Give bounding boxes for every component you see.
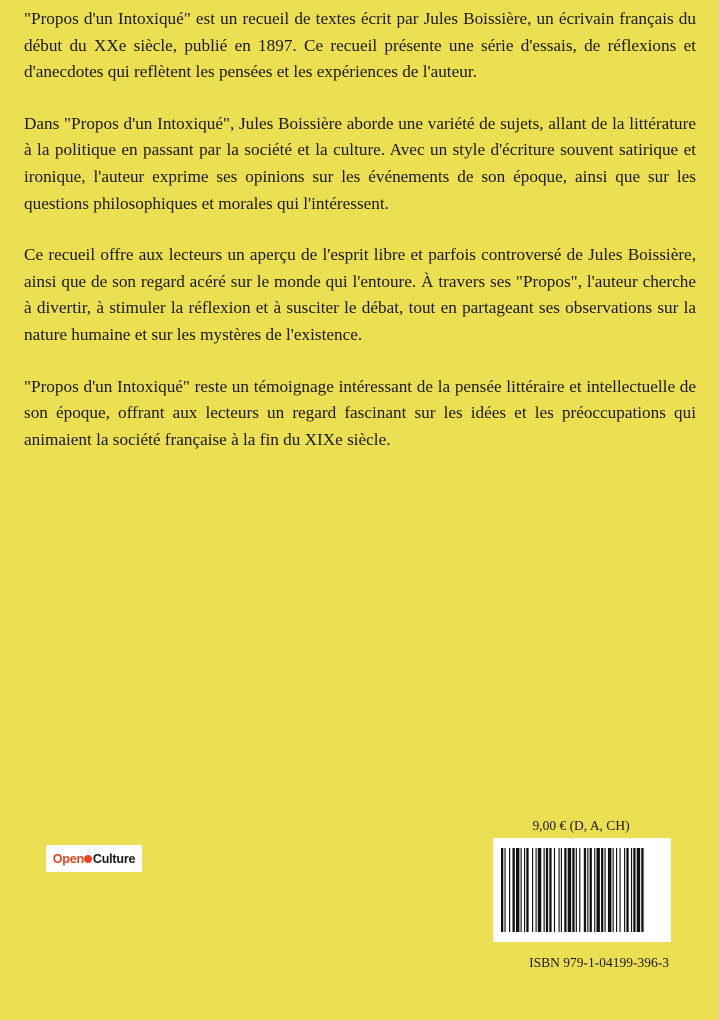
circle-dot-icon xyxy=(84,855,92,863)
barcode-bar xyxy=(601,848,603,932)
barcode-bar xyxy=(536,848,537,932)
barcode-bar xyxy=(561,848,562,932)
isbn-label: ISBN 979-1-04199-396-3 xyxy=(529,955,669,970)
paragraph-2: Dans "Propos d'un Intoxiqué", Jules Boissière aborde une variété de sujets, allant de la littérature à la politique en passant par la société et la culture. Avec un style d'écriture souvent satirique et ironique, l'auteur exprime ses opinions sur les événements de son époque, ainsi que sur les questions philosophiques et morales qui l'intéressent. xyxy=(24,113,696,213)
barcode-bar xyxy=(613,848,614,932)
barcode-bar xyxy=(559,848,560,932)
barcode-bar xyxy=(549,848,551,932)
barcode-bar xyxy=(554,848,555,932)
barcode-bar xyxy=(524,848,525,932)
barcode-bar xyxy=(521,848,522,932)
price-label: 9,00 € (D, A, CH) xyxy=(532,818,630,833)
barcode xyxy=(493,838,671,942)
barcode-bar xyxy=(544,848,545,932)
barcode-bar xyxy=(624,848,625,932)
publisher-logo xyxy=(46,845,142,872)
barcode-bar xyxy=(564,848,566,932)
paragraph-4: "Propos d'un Intoxiqué" reste un témoignage intéressant de la pensée littéraire et intellectuelle de son époque, offrant aux lecteurs un regard fascinant sur les idées et les préoccupations qui animaient la société française à la fin du XIXe siècle. xyxy=(24,376,696,449)
paragraph-3: Ce recueil offre aux lecteurs un aperçu de l'esprit libre et parfois controversé de Jules Boissière, ainsi que de son regard acéré sur le monde qui l'entoure. À travers ses "Propos", l'auteur cherche à divertir, à stimuler la réflexion et à susciter le débat, tout en partageant ses observations sur la nature humaine et sur les mystères de l'existence. xyxy=(24,245,696,344)
barcode-bar xyxy=(605,848,606,932)
barcode-bar xyxy=(594,848,595,932)
logo-text-culture: Culture xyxy=(92,851,136,866)
barcode-bar xyxy=(576,848,577,932)
barcode-bar xyxy=(572,848,574,932)
barcode-bar xyxy=(538,848,541,932)
back-cover-text xyxy=(24,6,696,478)
barcode-bar xyxy=(587,848,588,932)
barcode-bar xyxy=(608,848,611,932)
barcode-bar xyxy=(616,848,617,932)
barcode-bar xyxy=(596,848,599,932)
barcode-bar xyxy=(590,848,592,932)
barcode-bar xyxy=(501,848,503,932)
logo-text-open: Open xyxy=(52,851,84,866)
barcode-bar xyxy=(626,848,628,932)
barcode-bar xyxy=(546,848,548,932)
barcode-bar xyxy=(509,848,510,932)
barcode-bar xyxy=(619,848,620,932)
barcode-bar xyxy=(568,848,571,932)
paragraph-1: "Propos d'un Intoxiqué" est un recueil de textes écrit par Jules Boissière, un écrivain français du début du XXe siècle, publié en 1897. Ce recueil présente une série d'essais, de réflexions et d'anecdotes qui reflètent les pensées et les expériences de l'auteur. xyxy=(24,9,696,82)
barcode-icon xyxy=(493,838,671,942)
barcode-bar xyxy=(633,848,635,932)
barcode-bar xyxy=(637,848,640,932)
barcode-bar xyxy=(579,848,580,932)
barcode-bar xyxy=(513,848,515,932)
barcode-bar xyxy=(641,848,643,932)
barcode-bar xyxy=(631,848,632,932)
barcode-bar xyxy=(526,848,528,932)
barcode-bar xyxy=(532,848,533,932)
barcode-bar xyxy=(516,848,519,932)
barcode-bar xyxy=(584,848,586,932)
barcode-bar xyxy=(504,848,505,932)
